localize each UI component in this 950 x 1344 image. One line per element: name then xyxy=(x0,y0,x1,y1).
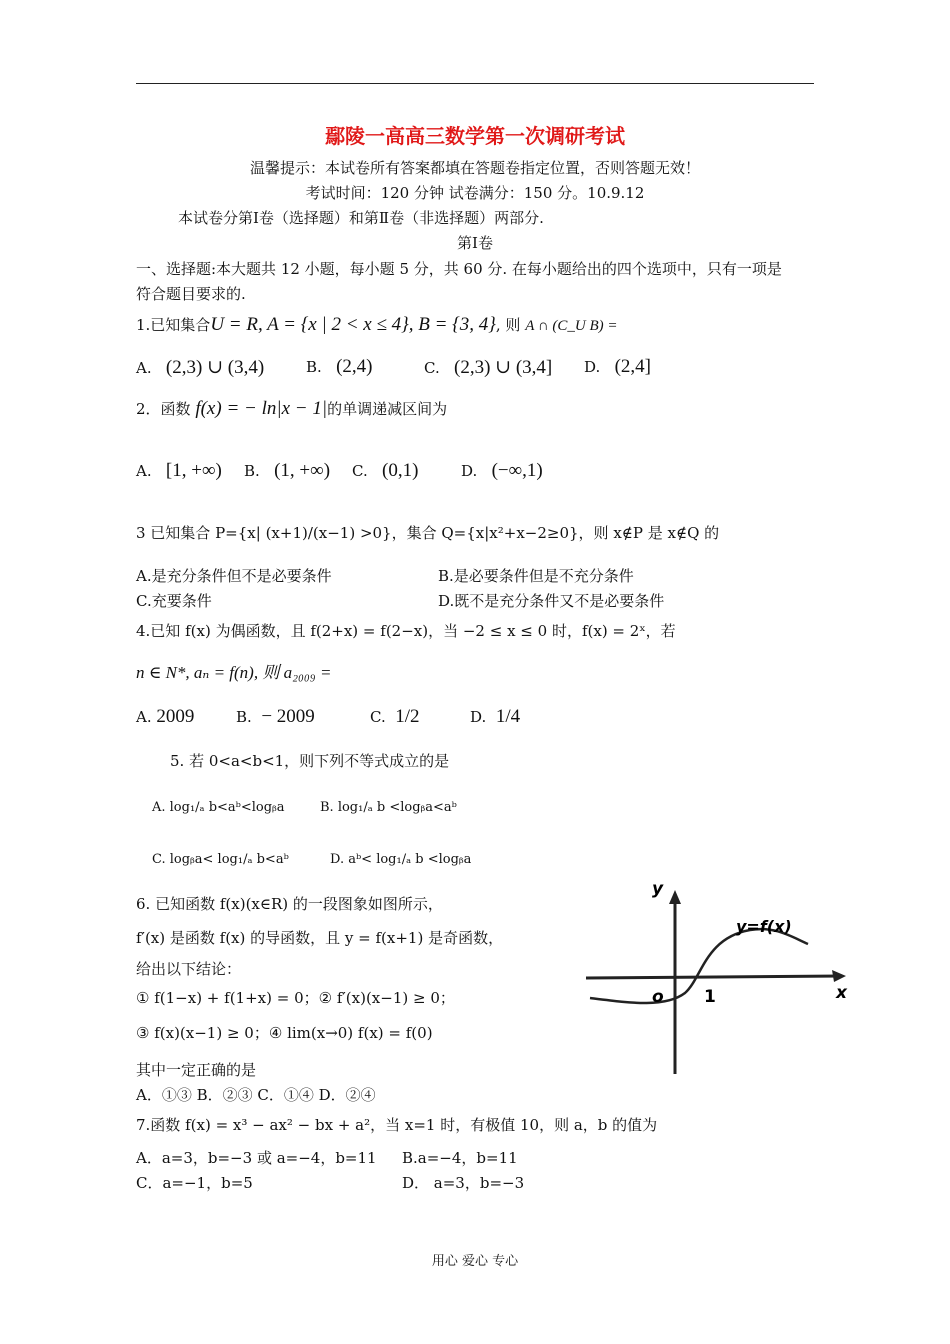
q1-prefix: 1.已知集合 xyxy=(136,316,211,334)
q6-conclusion-1: ① f(1−x) + f(1+x) = 0；② f′(x)(x−1) ≥ 0； xyxy=(136,989,455,1007)
q6-line-2: f′(x) 是函数 f(x) 的导函数，且 y = f(x+1) 是奇函数， xyxy=(136,929,504,947)
q7-stem: 7.函数 f(x) = x³ − ax² − bx + a²，当 x=1 时，有极值 10，则 a，b 的值为 xyxy=(136,1116,658,1134)
q4-line-1: 4.已知 f(x) 为偶函数，且 f(2+x) = f(2−x)，当 −2 ≤ x ≤ 0 时，f(x) = 2ˣ，若 xyxy=(136,622,676,640)
intro-text: 本试卷分第Ⅰ卷（选择题）和第Ⅱ卷（非选择题）两部分. xyxy=(178,209,544,227)
instruction-line-1: 一、选择题:本大题共 12 小题，每小题 5 分，共 60 分. 在每小题给出的四个选项中，只有一项是 xyxy=(136,260,782,278)
y-axis-arrow-icon xyxy=(669,890,681,904)
q1-stem-math: U = R, A = {x | 2 < x ≤ 4}, B = {3, 4} xyxy=(210,314,496,335)
q1-option-d: D. (2,4] xyxy=(584,356,651,377)
q5-stem: 5. 若 0<a<b<1，则下列不等式成立的是 xyxy=(170,752,450,770)
q5-option-b: B. log₁/ₐ b <logᵦa<aᵇ xyxy=(320,800,457,815)
q7-option-d: D． a=3，b=−3 xyxy=(402,1174,525,1192)
q3-option-c: C.充要条件 xyxy=(136,592,212,610)
q4-option-b: B. − 2009 xyxy=(236,706,315,727)
q7-option-b: B.a=−4，b=11 xyxy=(402,1149,518,1167)
function-curve xyxy=(590,929,808,1003)
q1-option-a: A. (2,3) ∪ (3,4) xyxy=(136,357,265,378)
q6-line-1: 6. 已知函数 f(x)(x∈R) 的一段图象如图所示， xyxy=(136,895,443,913)
q1-option-c: C. (2,3) ∪ (3,4] xyxy=(424,357,553,378)
q3-option-d: D.既不是充分条件又不是必要条件 xyxy=(438,592,665,610)
q7-option-a: A．a=3，b=−3 或 a=−4，b=11 xyxy=(136,1149,377,1167)
q6-conclusion-2: ③ f(x)(x−1) ≥ 0；④ lim(x→0) f(x) = f(0) xyxy=(136,1024,433,1042)
curve-label: y=f(x) xyxy=(736,917,792,936)
q1-ask-math: A ∩ (C_U B) = xyxy=(525,318,618,334)
time-info: 考试时间：120 分钟 试卷满分：150 分。10.9.12 xyxy=(305,184,645,202)
q4-line-2: n ∈ N*, aₙ = f(n), 则 a₂₀₀₉ = xyxy=(136,663,332,682)
x-axis-label: x xyxy=(836,983,847,1003)
origin-label: o xyxy=(652,987,664,1007)
question-2: 2．函数 f(x) = − ln|x − 1|的单调递减区间为 xyxy=(136,398,448,419)
q2-option-c: C. (0,1) xyxy=(352,460,419,481)
q6-line-3: 给出以下结论： xyxy=(136,960,242,978)
q2-math: f(x) = − ln|x − 1| xyxy=(195,398,328,419)
q3-option-b: B.是必要条件但是不充分条件 xyxy=(438,567,634,585)
q1-option-b: B. (2,4) xyxy=(306,356,373,377)
q4-option-a: A. 2009 xyxy=(136,706,195,727)
question-3: 3 已知集合 P={x| (x+1)/(x−1) >0}，集合 Q={x|x²+x−2≥0}，则 x∉P 是 x∉Q 的 xyxy=(136,524,720,542)
q2-option-b: B. (1, +∞) xyxy=(244,460,331,481)
q4-option-d: D. 1/4 xyxy=(470,706,521,727)
q2-option-a: A. [1, +∞) xyxy=(136,460,222,481)
q7-option-c: C．a=−1，b=5 xyxy=(136,1174,253,1192)
x-axis-arrow-icon xyxy=(832,970,846,982)
page-footer: 用心 爱心 专心 xyxy=(431,1254,519,1269)
q6-ask: 其中一定正确的是 xyxy=(136,1061,257,1079)
q6-function-graph xyxy=(580,878,852,1078)
q4-option-c: C. 1/2 xyxy=(370,706,420,727)
section-title: 第Ⅰ卷 xyxy=(457,234,493,252)
question-1 xyxy=(136,314,618,336)
exam-title: 鄢陵一高高三数学第一次调研考试 xyxy=(325,124,625,148)
q3-option-a: A.是充分条件但不是必要条件 xyxy=(136,567,332,585)
x-axis xyxy=(586,976,842,978)
y-axis-label: y xyxy=(652,879,664,899)
q2-option-d: D. (−∞,1) xyxy=(461,460,543,481)
tick-one-label: 1 xyxy=(704,987,716,1007)
instruction-line-2: 符合题目要求的. xyxy=(136,285,246,303)
q5-option-d: D. aᵇ< log₁/ₐ b <logᵦa xyxy=(330,852,472,867)
tip-text: 温馨提示：本试卷所有答案都填在答题卷指定位置，否则答题无效！ xyxy=(249,159,700,177)
top-rule xyxy=(136,83,814,84)
q5-option-c: C. logᵦa< log₁/ₐ b<aᵇ xyxy=(152,852,289,867)
q6-options: A．①③ B．②③ C．①④ D．②④ xyxy=(136,1086,376,1104)
q5-option-a: A. log₁/ₐ b<aᵇ<logᵦa xyxy=(152,800,285,815)
q1-suffix: , 则 xyxy=(495,316,521,334)
